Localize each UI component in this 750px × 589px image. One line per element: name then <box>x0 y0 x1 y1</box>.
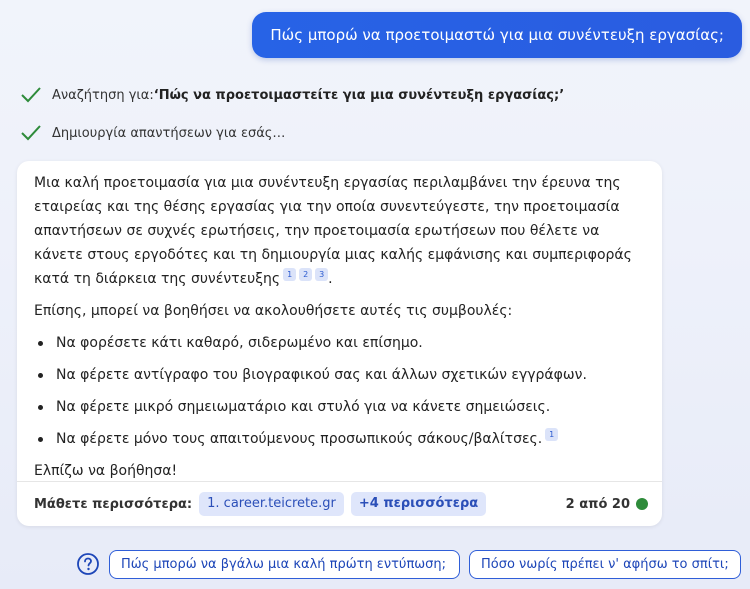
status-dot <box>636 498 648 510</box>
source-link-1[interactable]: 1. career.teicrete.gr <box>199 492 344 516</box>
list-item: Να φορέσετε κάτι καθαρό, σιδερωμένο και επίσημο. <box>34 331 644 363</box>
counter-text: 2 από 20 <box>565 496 630 512</box>
citation-3[interactable]: 3 <box>315 268 328 281</box>
search-prefix: Αναζήτηση για: <box>52 87 154 103</box>
answer-intro-text: Μια καλή προετοιμασία για μια συνέντευξη εργασίας περιλαμβάνει την έρευνα της εταιρείας και της θέσης εργασίας για την οποία συνεντεύγεστε, την προετοιμασία απαντήσεων σε συχνές ερωτήσεις, την προετοιμασία ερωτήσεων που θέλετε να κάνετε στους εργοδότες και τη δημιουργία μιας καλής εμφάνισης και συμπεριφοράς κατά τη διάρκεια της συνέντευξης <box>34 175 632 287</box>
list-item: Να φέρετε μικρό σημειωματάριο και στυλό για να κάνετε σημειώσεις. <box>34 395 644 427</box>
citation-2[interactable]: 2 <box>299 268 312 281</box>
learn-more-label: Μάθετε περισσότερα: <box>34 496 193 512</box>
search-query: ‘Πώς να προετοιμαστείτε για μια συνέντευξη εργασίας;’ <box>153 87 565 103</box>
user-message-bubble <box>252 12 742 58</box>
search-status <box>20 86 564 104</box>
suggestion-button-2[interactable] <box>469 550 741 579</box>
generating-status <box>20 124 285 142</box>
closing-text: Ελπίζω να βοήθησα! <box>34 463 178 479</box>
citation-1[interactable]: 1 <box>545 428 558 441</box>
suggestion-label: Πόσο νωρίς πρέπει ν' αφήσω το σπίτι; <box>481 557 729 572</box>
tips-list <box>34 331 644 459</box>
help-icon[interactable] <box>76 552 100 576</box>
suggestion-button-1[interactable] <box>109 550 460 579</box>
list-item: Να φέρετε αντίγραφο του βιογραφικού σας και άλλων σχετικών εγγράφων. <box>34 363 644 395</box>
answer-intro: Μια καλή προετοιμασία για μια συνέντευξη εργασίας περιλαμβάνει την έρευνα της εταιρείας και της θέσης εργασίας για την οποία συνεντεύγεστε, την προετοιμασία απαντήσεων σε συχνές ερωτήσεις, την προετοιμασία ερωτήσεων που θέλετε να κάνετε στους εργοδότες και τη δημιουργία μιας καλής εμφάνισης και συμπεριφοράς κατά τη διάρκεια της συνέντευξης 1 2 3 . <box>34 175 632 287</box>
citation-1[interactable]: 1 <box>283 268 296 281</box>
list-item: Να φέρετε μόνο τους απαιτούμενους προσωπικούς σάκους/βαλίτσες. 1 <box>34 427 644 459</box>
tips-intro: Επίσης, μπορεί να βοηθήσει να ακολουθήσετε αυτές τις συμβουλές: <box>34 303 513 319</box>
response-counter <box>566 497 648 512</box>
check-icon <box>20 124 42 142</box>
answer-card <box>17 161 662 526</box>
user-message-text: Πώς μπορώ να προετοιμαστώ για μια συνέντευξη εργασίας; <box>270 26 724 44</box>
more-sources-button[interactable]: +4 περισσότερα <box>351 492 486 516</box>
generating-text: Δημιουργία απαντήσεων για εσάς… <box>52 125 286 141</box>
suggestion-label: Πώς μπορώ να βγάλω μια καλή πρώτη εντύπωση; <box>121 557 447 572</box>
check-icon <box>20 86 42 104</box>
learn-more-bar <box>17 481 662 526</box>
